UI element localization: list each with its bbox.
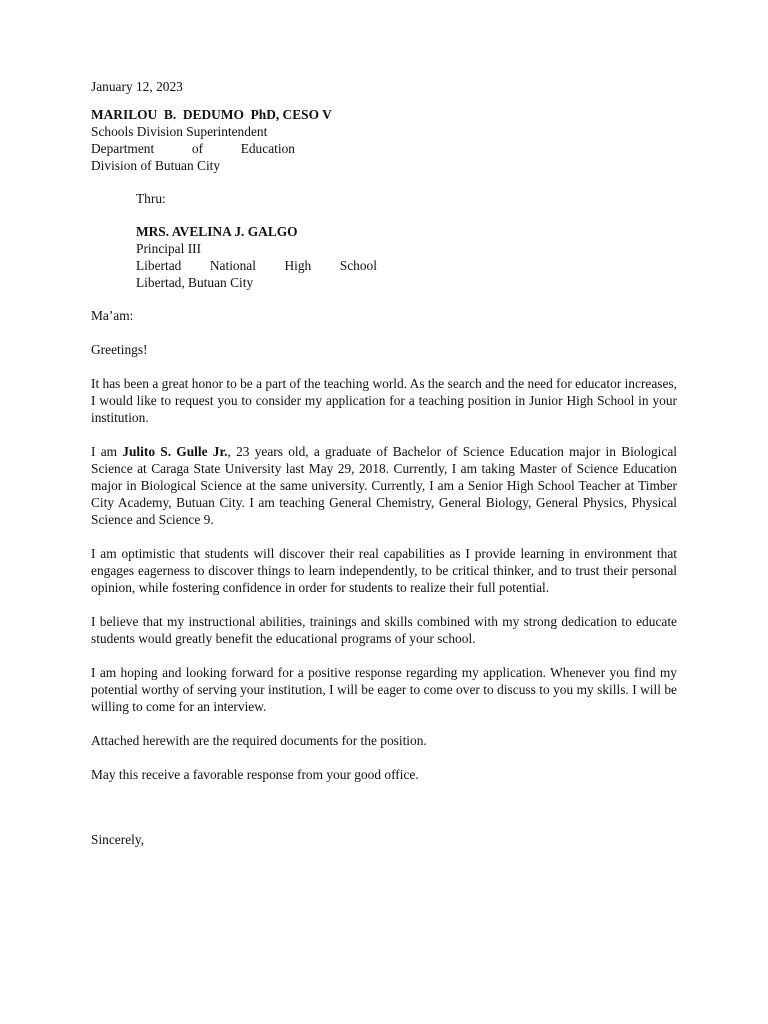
closing: Sincerely, xyxy=(91,832,145,847)
thru-school-word: National xyxy=(209,258,256,273)
thru-school-word: Libertad xyxy=(136,258,182,273)
recipient-title: Schools Division Superintendent xyxy=(91,124,268,139)
thru-label: Thru: xyxy=(136,191,166,206)
thru-school xyxy=(136,257,377,274)
thru-address: Libertad, Butuan City xyxy=(136,275,254,290)
paragraph-background xyxy=(91,443,677,528)
thru-title: Principal III xyxy=(136,241,202,256)
thru-school-word: School xyxy=(339,258,377,273)
paragraph-background-prefix: I am xyxy=(91,444,123,459)
recipient-name: MARILOU B. DEDUMO PhD, CESO V xyxy=(91,107,332,122)
thru-block xyxy=(136,190,677,291)
letter-page xyxy=(91,78,677,848)
paragraph-philosophy: I am optimistic that students will discover their real capabilities as I provide learning in environment that engages eagerness to discover things to learn independently, to be critical thinker, and to trust their personal opinion, while fostering confidence in order for students to realize their full potential. xyxy=(91,546,677,595)
paragraph-request: I am hoping and looking forward for a positive response regarding my application. Whenever you find my potential worthy of serving your institution, I will be eager to come over to discuss to you my skills. I will be willing to come for an interview. xyxy=(91,665,677,714)
thru-name: MRS. AVELINA J. GALGO xyxy=(136,224,298,239)
paragraph-attachments: Attached herewith are the required documents for the position. xyxy=(91,733,427,748)
recipient-block xyxy=(91,106,677,174)
salutation: Ma’am: xyxy=(91,308,134,323)
paragraph-abilities: I believe that my instructional abilities, trainings and skills combined with my strong dedication to educate students would greatly benefit the educational programs of your school. xyxy=(91,614,677,646)
greeting: Greetings! xyxy=(91,342,148,357)
recipient-department-word: of xyxy=(191,141,204,156)
paragraph-closing: May this receive a favorable response from your good office. xyxy=(91,767,419,782)
paragraph-intro: It has been a great honor to be a part of the teaching world. As the search and the need for educator increases, I would like to request you to consider my application for a teaching position in Junior High School in your institution. xyxy=(91,376,677,425)
applicant-name: Julito S. Gulle Jr. xyxy=(122,444,228,459)
recipient-department xyxy=(91,140,295,157)
letter-date: January 12, 2023 xyxy=(91,79,183,94)
recipient-division: Division of Butuan City xyxy=(91,158,221,173)
recipient-department-word: Department xyxy=(91,141,155,156)
paragraph-background-rest: , 23 years old, a graduate of Bachelor of Science Education major in Biological Science at Caraga State University last May 29, 2018. Currently, I am taking Master of Science Education major in Biological Science at the same university. Currently, I am a Senior High School Teacher at Timber City Academy, Butuan City. I am teaching General Chemistry, General Biology, General Physics, Physical Science and Science 9. xyxy=(91,444,677,527)
recipient-department-word: Education xyxy=(240,141,295,156)
thru-school-word: High xyxy=(284,258,312,273)
